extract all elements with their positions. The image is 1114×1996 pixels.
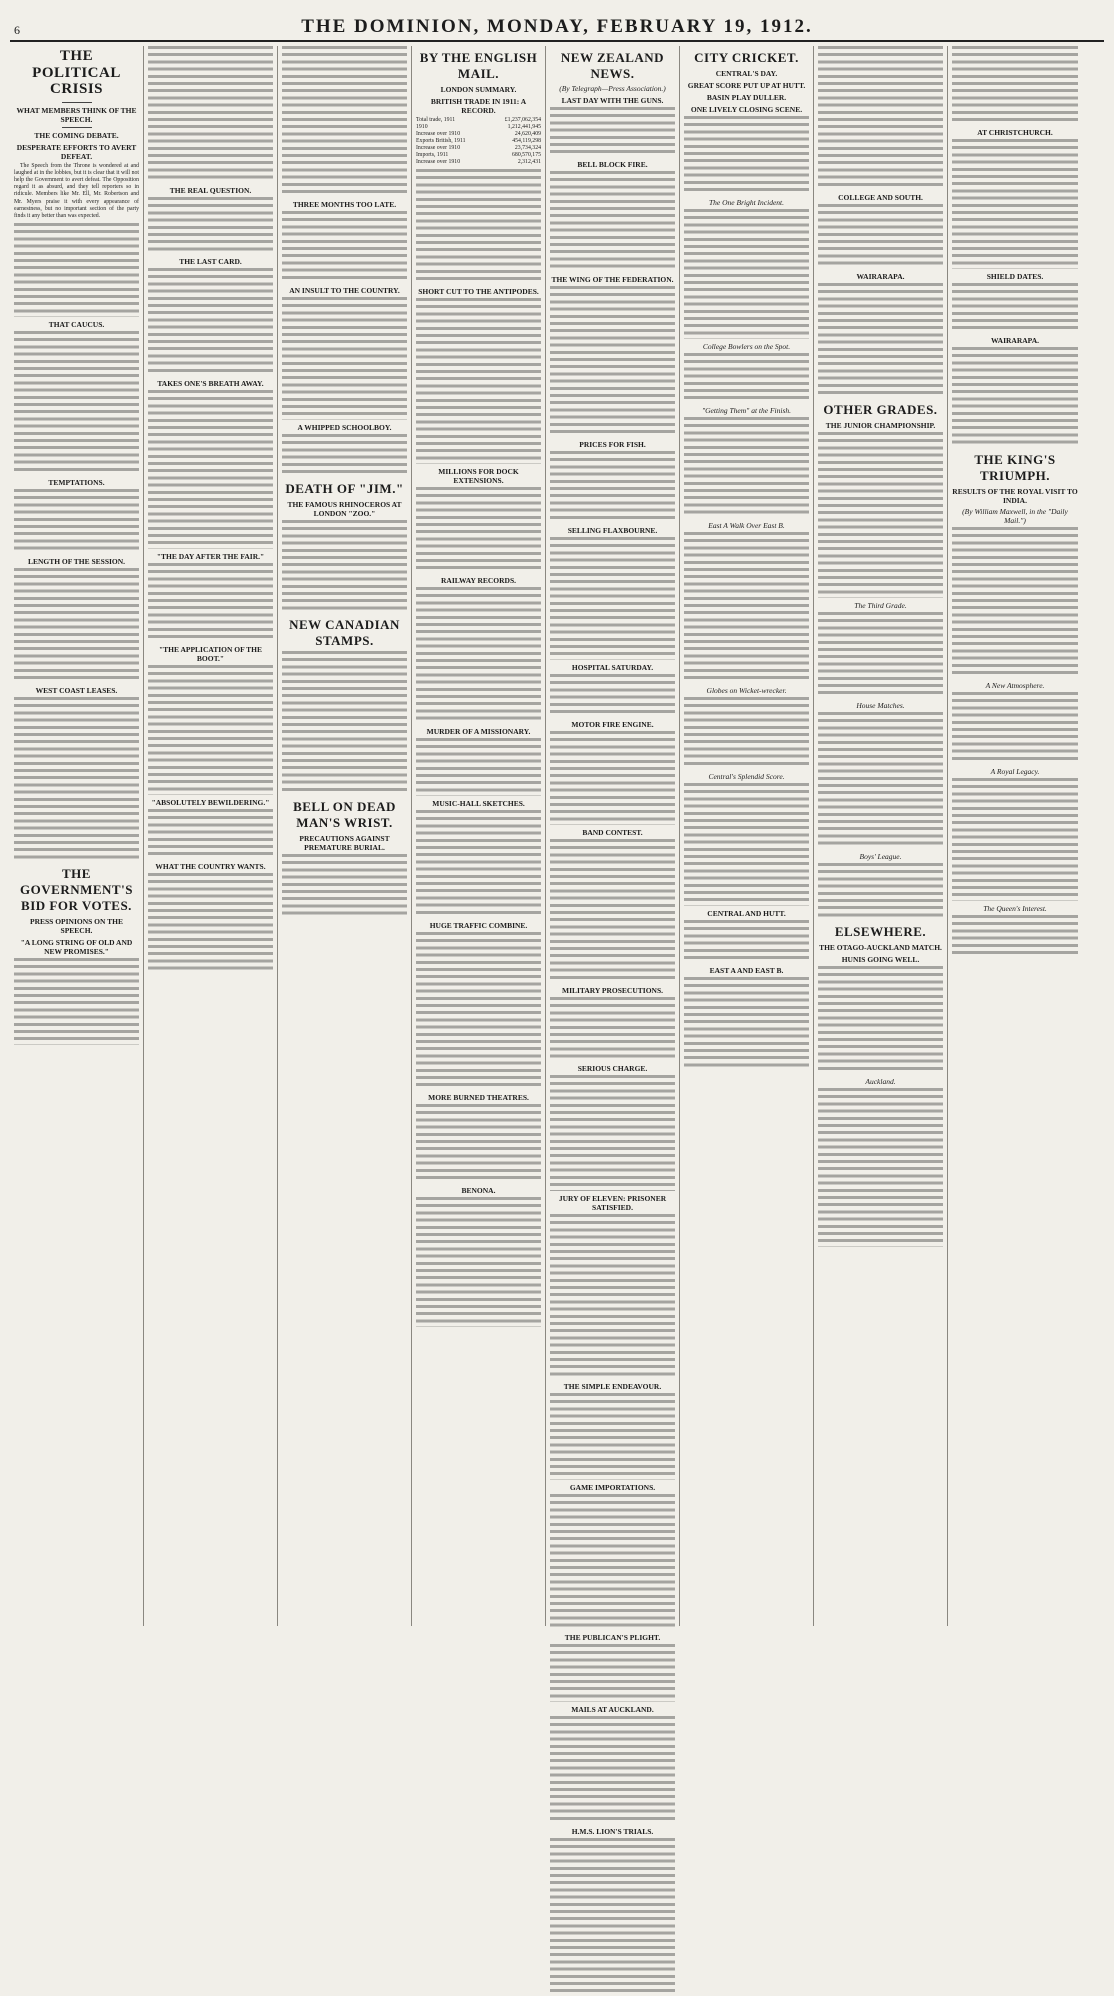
article-paragraph: [550, 674, 675, 717]
article-paragraph: [148, 197, 273, 255]
article-paragraph: [818, 966, 943, 1074]
minor-heading: The Queen's Interest.: [983, 903, 1047, 913]
article-paragraph: [952, 527, 1078, 678]
article-paragraph: [148, 390, 273, 548]
article-paragraph: [14, 489, 139, 554]
section-heading: DESPERATE EFFORTS TO AVERT DEFEAT.: [16, 142, 137, 161]
minor-heading: A New Atmosphere.: [985, 681, 1045, 691]
masthead: [10, 8, 1104, 42]
kings-triumph-subsections: [952, 681, 1078, 958]
other-grades-subsections: [818, 601, 943, 921]
article-paragraph: [148, 873, 273, 974]
section-heading: HUNIS GOING WELL.: [841, 955, 920, 965]
minor-heading: Auckland.: [865, 1077, 896, 1087]
article-paragraph: [818, 46, 943, 190]
article-paragraph: [416, 1197, 541, 1327]
column-7: [814, 46, 948, 1626]
column-3: [278, 46, 412, 1626]
byline: (By William Maxwell, in the "Daily Mail."): [962, 506, 1068, 525]
article-paragraph: [684, 783, 809, 905]
article-paragraph: [416, 810, 541, 918]
section-heading: MURDER OF A MISSIONARY.: [426, 726, 531, 736]
headline-governments-bid: THE GOVERNMENT'S BID FOR VOTES.: [20, 866, 133, 914]
minor-heading: House Matches.: [856, 700, 905, 710]
section-heading: SELLING FLAXBOURNE.: [567, 526, 658, 536]
article-paragraph: [550, 1716, 675, 1824]
trade-value: £1,237,062,354: [504, 117, 541, 123]
article-paragraph: [148, 809, 273, 859]
section-heading: THE JUNIOR CHAMPIONSHIP.: [825, 420, 936, 430]
article-paragraph: [818, 612, 943, 698]
article-paragraph: [952, 347, 1078, 448]
section-heading: THE WING OF THE FEDERATION.: [551, 275, 674, 285]
section-heading: LAST DAY WITH THE GUNS.: [561, 96, 664, 105]
article-paragraph: [14, 958, 139, 1044]
section-heading: WAIRARAPA.: [991, 336, 1039, 346]
section-heading: BRITISH TRADE IN 1911: A RECORD.: [430, 97, 527, 115]
article-paragraph: [148, 563, 273, 642]
trade-label: Exports British, 1911: [416, 138, 466, 144]
section-heading: JURY OF ELEVEN: PRISONER SATISFIED.: [558, 1193, 667, 1212]
headline-canadian-stamps: NEW CANADIAN STAMPS.: [289, 617, 400, 649]
section-heading: THE REAL QUESTION.: [169, 185, 252, 195]
section-heading: "A LONG STRING OF OLD AND NEW PROMISES.": [20, 938, 133, 957]
trade-row: [416, 124, 541, 131]
minor-heading: The Third Grade.: [854, 600, 907, 610]
article-paragraph: [550, 1214, 675, 1380]
section-heading: MOTOR FIRE ENGINE.: [571, 719, 654, 729]
section-heading: GAME IMPORTATIONS.: [569, 1482, 656, 1492]
article-paragraph: [14, 697, 139, 863]
article-paragraph: [818, 432, 943, 598]
section-heading: TAKES ONE'S BREATH AWAY.: [157, 379, 264, 389]
article-paragraph: [550, 286, 675, 437]
page-number: 6: [14, 23, 20, 37]
section-heading: MUSIC-HALL SKETCHES.: [432, 798, 525, 808]
article-paragraph: [550, 839, 675, 983]
section-heading: HUGE TRAFFIC COMBINE.: [429, 920, 528, 930]
column-5: [546, 46, 680, 1836]
article-paragraph: [148, 268, 273, 376]
article-paragraph: [14, 331, 139, 475]
minor-heading: "Getting Them" at the Finish.: [701, 406, 791, 416]
trade-row: [416, 152, 541, 159]
article-paragraph: [550, 1494, 675, 1631]
article-paragraph: [550, 997, 675, 1062]
section-heading: WHAT THE COUNTRY WANTS.: [155, 861, 266, 871]
section-heading: AN INSULT TO THE COUNTRY.: [289, 286, 400, 296]
section-heading: THAT CAUCUS.: [48, 319, 105, 329]
trade-row: [416, 138, 541, 145]
column-6: [680, 46, 814, 1626]
trade-label: Increase over 1910: [416, 145, 461, 151]
article-paragraph: [282, 651, 407, 795]
article-paragraph: [684, 209, 809, 339]
section-heading: BENONA.: [461, 1186, 496, 1196]
section-heading: SHIELD DATES.: [986, 271, 1044, 281]
column-2: [144, 46, 278, 1626]
section-heading: MAILS AT AUCKLAND.: [571, 1704, 654, 1714]
article-paragraph: [282, 46, 407, 197]
article-paragraph: [684, 920, 809, 963]
trade-value: 454,119,298: [512, 138, 541, 144]
section-heading: RAILWAY RECORDS.: [440, 576, 517, 586]
headline-death-of-jim: DEATH OF "JIM.": [285, 480, 404, 496]
section-heading: THE SIMPLE ENDEAVOUR.: [563, 1382, 662, 1392]
headline-elsewhere: ELSEWHERE.: [834, 924, 927, 940]
section-heading: THE OTAGO-AUCKLAND MATCH.: [819, 943, 942, 953]
article-paragraph: [684, 697, 809, 769]
trade-label: 1910: [416, 124, 428, 130]
article-paragraph: The Speech from the Throne is wondered at and laughed at in the lobbies, but it is clear that it will not help the Government to avert defeat. The Opposition regard it as absurd, and they tell reporters so in ridicule. Members like Mr. Ell, Mr. Robertson and Mr. Myers praise it with every appearance of earnestness, but no important section of the party finds it any better than was expected.: [14, 162, 139, 219]
section-heading: THREE MONTHS TOO LATE.: [292, 200, 397, 210]
section-heading: WEST COAST LEASES.: [35, 685, 118, 695]
section-heading: PRESS OPINIONS ON THE SPEECH.: [29, 917, 123, 936]
trade-label: Increase over 1910: [416, 131, 461, 137]
section-heading: THE LAST CARD.: [179, 257, 242, 267]
section-heading: LENGTH OF THE SESSION.: [27, 556, 126, 566]
trade-row: [416, 145, 541, 152]
article-paragraph: [550, 1644, 675, 1702]
subhead: LONDON SUMMARY.: [440, 85, 517, 94]
section-heading: "ABSOLUTELY BEWILDERING.": [151, 797, 270, 807]
trade-value: 2,312,431: [517, 159, 541, 165]
article-paragraph: [818, 204, 943, 269]
section-heading: WAIRARAPA.: [856, 271, 905, 281]
article-paragraph: [550, 451, 675, 523]
column-4: [412, 46, 546, 1626]
trade-label: Increase over 1910: [416, 159, 461, 165]
cricket-subsections: [684, 198, 809, 905]
headline-other-grades: OTHER GRADES.: [823, 401, 938, 417]
section-heading: PRICES FOR FISH.: [579, 440, 646, 450]
article-paragraph: [550, 171, 675, 272]
trade-value: 680,570,175: [512, 152, 541, 158]
section-heading: COLLEGE AND SOUTH.: [838, 193, 923, 202]
article-paragraph: [282, 520, 407, 614]
headline-bell-dead-mans-wrist: BELL ON DEAD MAN'S WRIST.: [293, 799, 396, 831]
section-heading: "THE APPLICATION OF THE BOOT.": [158, 644, 262, 663]
article-paragraph: [684, 353, 809, 403]
article-paragraph: [684, 417, 809, 518]
trade-value: 24,620,409: [514, 131, 541, 137]
section-heading: CENTRAL AND HUTT.: [707, 908, 786, 918]
article-paragraph: [818, 283, 943, 398]
article-paragraph: [282, 211, 407, 283]
section-heading: PRECAUTIONS AGAINST PREMATURE BURIAL.: [299, 834, 390, 853]
trade-value: 1,212,441,945: [507, 124, 541, 130]
article-paragraph: [416, 587, 541, 724]
headline-english-mail: BY THE ENGLISH MAIL.: [419, 50, 538, 81]
article-paragraph: [684, 977, 809, 1071]
section-heading: H.M.S. LION'S TRIALS.: [571, 1826, 654, 1836]
minor-heading: Globes on Wicket-wrecker.: [706, 686, 787, 696]
trade-table: [416, 117, 541, 166]
column-8: [948, 46, 1082, 1626]
minor-heading: A Royal Legacy.: [990, 767, 1040, 777]
article-paragraph: [550, 537, 675, 659]
section-heading: MILLIONS FOR DOCK EXTENSIONS.: [438, 466, 519, 485]
nz-news-sections: [550, 96, 675, 1996]
article-paragraph: [550, 1075, 675, 1190]
minor-heading: Central's Splendid Score.: [708, 772, 785, 782]
masthead-title: THE DOMINION, MONDAY, FEBRUARY 19, 1912.: [301, 16, 813, 37]
trade-label: Imports, 1911: [416, 152, 449, 158]
section-heading: SHORT CUT TO THE ANTIPODES.: [418, 287, 539, 297]
byline: (By Telegraph—Press Association.): [559, 84, 666, 93]
minor-heading: Boys' League.: [859, 851, 902, 861]
subhead: WHAT MEMBERS THINK OF THE SPEECH.: [16, 105, 137, 124]
headline-nz-news: NEW ZEALAND NEWS.: [560, 50, 665, 81]
article-paragraph: [550, 731, 675, 825]
section-heading: GREAT SCORE PUT UP AT HUTT.: [687, 81, 806, 90]
section-heading: EAST A AND EAST B.: [709, 965, 784, 975]
article-paragraph: [282, 854, 407, 919]
minor-heading: The One Bright Incident.: [709, 198, 784, 208]
article-paragraph: [952, 778, 1078, 900]
section-heading: BAND CONTEST.: [582, 827, 643, 837]
article-paragraph: [952, 139, 1078, 269]
trade-row: [416, 117, 541, 124]
column-1: [10, 46, 144, 1626]
section-heading: A WHIPPED SCHOOLBOY.: [297, 422, 392, 432]
article-paragraph: [14, 223, 139, 317]
article-paragraph: [952, 46, 1078, 125]
section-heading: AT CHRISTCHURCH.: [977, 128, 1053, 138]
section-heading: THE PUBLICAN'S PLIGHT.: [564, 1633, 661, 1643]
headline-city-cricket: CITY CRICKET.: [694, 50, 799, 65]
article-paragraph: [684, 532, 809, 683]
article-paragraph: [416, 487, 541, 573]
minor-heading: College Bowlers on the Spot.: [702, 341, 791, 351]
article-paragraph: [416, 169, 541, 284]
article-paragraph: [550, 1393, 675, 1479]
article-paragraph: [818, 863, 943, 921]
subhead: RESULTS OF THE ROYAL VISIT TO INDIA.: [952, 486, 1078, 505]
section-heading: TEMPTATIONS.: [48, 477, 105, 487]
section-heading: SERIOUS CHARGE.: [577, 1064, 648, 1074]
article-paragraph: [282, 434, 407, 477]
section-heading: THE FAMOUS RHINOCEROS AT LONDON "ZOO.": [287, 499, 402, 518]
article-paragraph: [148, 665, 273, 795]
subhead: CENTRAL'S DAY.: [715, 69, 778, 78]
article-paragraph: [952, 283, 1078, 333]
trade-row: [416, 159, 541, 166]
headline-political-crisis: THE POLITICAL CRISIS: [32, 48, 121, 97]
trade-label: Total trade, 1911: [416, 117, 456, 123]
article-paragraph: [282, 297, 407, 419]
article-paragraph: [684, 116, 809, 195]
trade-value: 23,734,324: [514, 145, 541, 151]
article-paragraph: [550, 1838, 675, 1996]
article-paragraph: [818, 712, 943, 849]
article-paragraph: [416, 932, 541, 1090]
article-paragraph: [550, 107, 675, 157]
minor-heading: East A Walk Over East B.: [708, 520, 785, 530]
headline-kings-triumph: THE KING'S TRIUMPH.: [974, 451, 1056, 483]
section-heading: ONE LIVELY CLOSING SCENE.: [690, 105, 803, 114]
article-paragraph: [416, 738, 541, 796]
section-heading: MORE BURNED THEATRES.: [428, 1092, 529, 1102]
article-paragraph: [14, 568, 139, 683]
section-heading: BELL BLOCK FIRE.: [577, 160, 648, 170]
section-heading: MILITARY PROSECUTIONS.: [561, 985, 663, 995]
section-heading: BASIN PLAY DULLER.: [706, 93, 787, 102]
article-paragraph: [416, 1104, 541, 1183]
article-paragraph: [952, 915, 1078, 958]
article-paragraph: [952, 692, 1078, 764]
columns: [10, 46, 1104, 1836]
trade-row: [416, 131, 541, 138]
article-paragraph: [818, 1088, 943, 1246]
section-heading: "THE DAY AFTER THE FAIR.": [156, 551, 265, 561]
article-paragraph: [416, 298, 541, 464]
article-paragraph: [148, 46, 273, 183]
section-heading: THE COMING DEBATE.: [34, 130, 119, 140]
section-heading: HOSPITAL SATURDAY.: [571, 662, 654, 672]
